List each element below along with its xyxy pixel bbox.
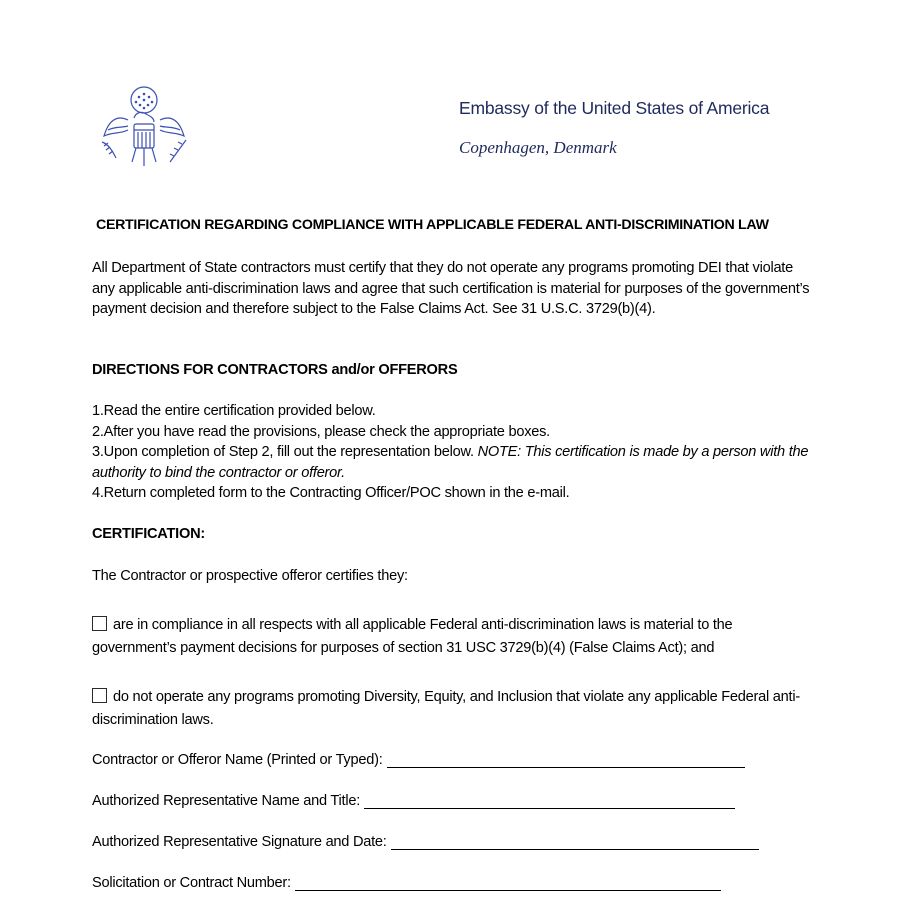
direction-step-3: 3.Upon completion of Step 2, fill out the representation below. NOTE: This certification is made by a person with the authority to bind the contractor or offeror. bbox=[92, 444, 809, 481]
direction-step-1: 1.Read the entire certification provided below. bbox=[92, 403, 376, 419]
intro-paragraph: All Department of State contractors must certify that they do not operate any programs promoting DEI that violate any applicable anti-discrimination laws and agree that such certification is material for purposes of the government’s payment decision and therefore subject to the False Claims Act. See 31 U.S.C. 3729(b)(4). bbox=[92, 260, 810, 317]
certification-heading: CERTIFICATION: bbox=[92, 526, 205, 542]
representative-name-title-field[interactable] bbox=[364, 794, 735, 809]
direction-note: NOTE: This certification is made by a person with the authority to bind the contractor or offeror. bbox=[92, 444, 809, 481]
contractor-name-field[interactable] bbox=[387, 753, 745, 768]
certification-item-1 bbox=[92, 614, 812, 659]
field-label: Authorized Representative Signature and Date: bbox=[92, 834, 387, 850]
field-label: Authorized Representative Name and Title: bbox=[92, 793, 360, 809]
no-dei-programs-checkbox[interactable] bbox=[92, 688, 107, 703]
certification-item-2 bbox=[92, 686, 812, 731]
contract-number-row bbox=[92, 875, 721, 891]
representative-name-row bbox=[92, 793, 735, 809]
document-title: CERTIFICATION REGARDING COMPLIANCE WITH APPLICABLE FEDERAL ANTI-DISCRIMINATION LAW bbox=[96, 217, 769, 233]
representative-signature-row bbox=[92, 834, 759, 850]
field-label: Contractor or Offeror Name (Printed or Typed): bbox=[92, 752, 383, 768]
directions-list bbox=[92, 401, 812, 504]
field-label: Solicitation or Contract Number: bbox=[92, 875, 291, 891]
embassy-name: Embassy of the United States of America bbox=[459, 98, 770, 118]
direction-step-2: 2.After you have read the provisions, please check the appropriate boxes. bbox=[92, 423, 550, 440]
compliance-checkbox[interactable] bbox=[92, 616, 107, 631]
great-seal-icon bbox=[98, 80, 190, 172]
certification-item-text: do not operate any programs promoting Diversity, Equity, and Inclusion that violate any applicable Federal anti-discrimination laws. bbox=[92, 689, 800, 728]
directions-heading: DIRECTIONS FOR CONTRACTORS and/or OFFERORS bbox=[92, 362, 458, 378]
signature-date-field[interactable] bbox=[391, 835, 759, 850]
contractor-name-row bbox=[92, 752, 745, 768]
direction-step-4: 4.Return completed form to the Contracting Officer/POC shown in the e-mail. bbox=[92, 485, 570, 501]
certification-item-text: are in compliance in all respects with all applicable Federal anti-discrimination laws is material to the government’s payment decisions for purposes of section 31 USC 3729(b)(4) (False Claims Act); and bbox=[92, 617, 733, 656]
contract-number-field[interactable] bbox=[295, 876, 721, 891]
certification-lead: The Contractor or prospective offeror certifies they: bbox=[92, 568, 408, 584]
embassy-location: Copenhagen, Denmark bbox=[459, 138, 617, 157]
